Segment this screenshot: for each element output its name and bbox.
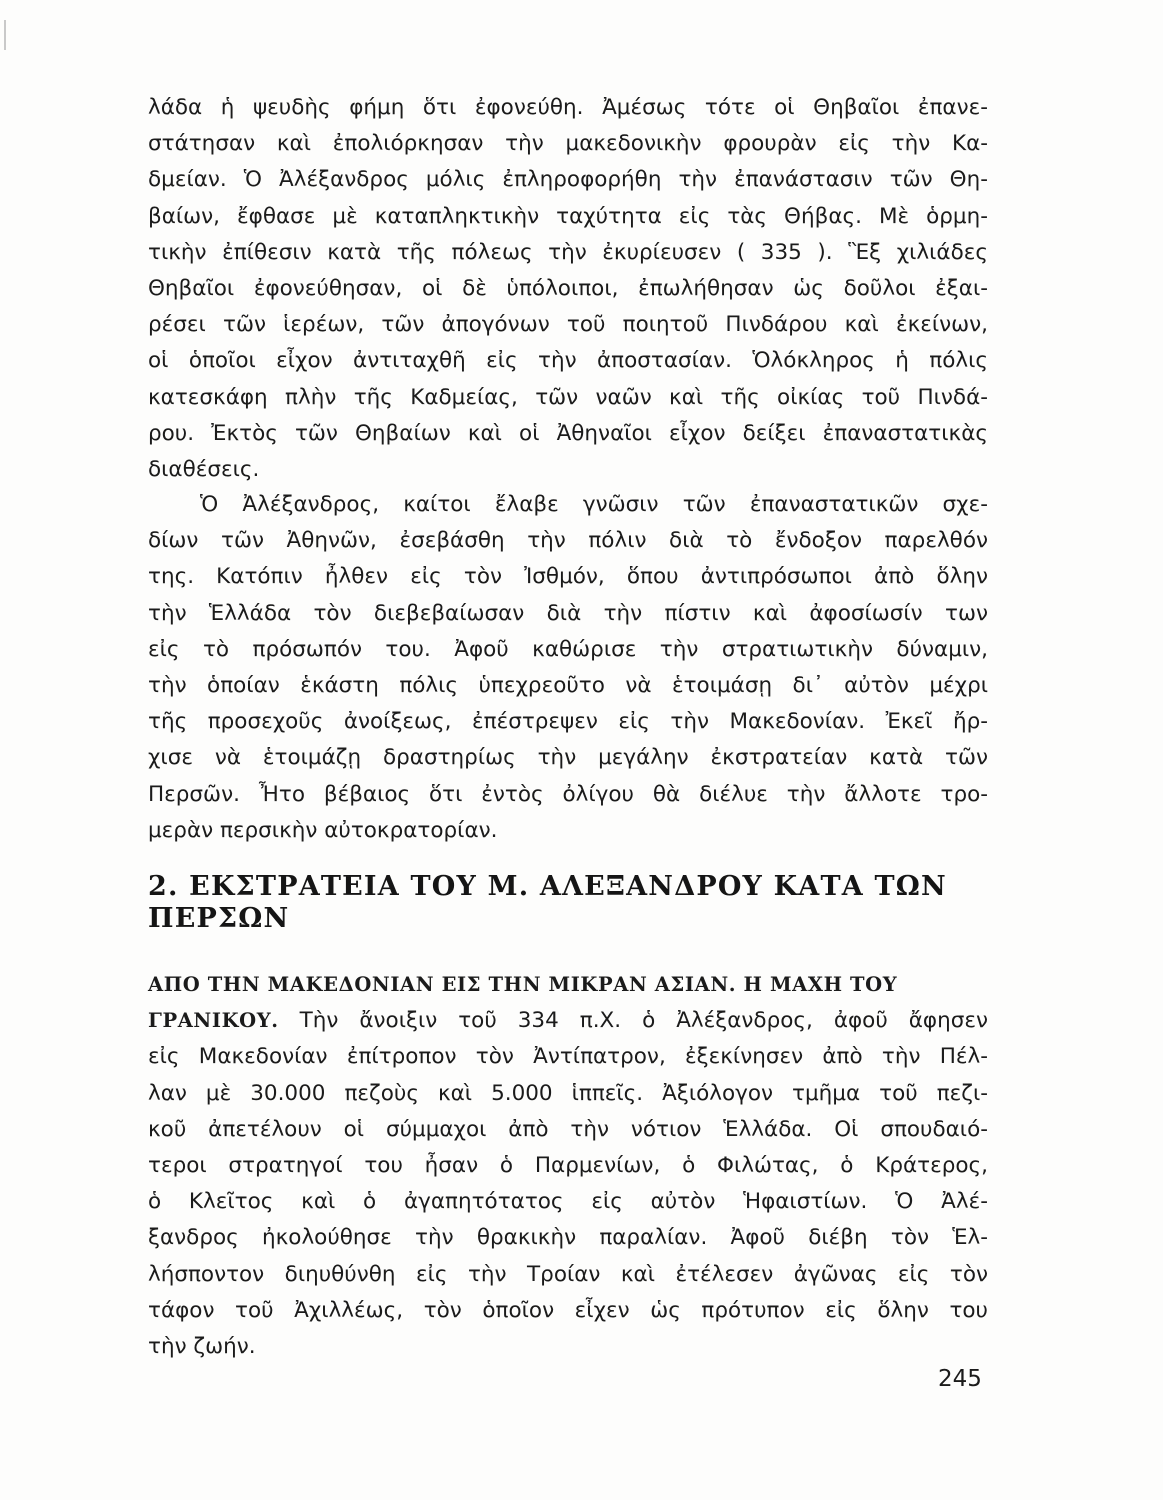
paragraph-line: οἱ ὁποῖοι εἶχον ἀντιταχθῆ εἰς τὴν ἀποστασίαν. Ὁλόκληρος ἡ πόλις xyxy=(148,348,988,374)
paragraph-line: ὁ Κλεῖτος καὶ ὁ ἀγαπητότατος εἰς αὐτὸν Ἡφαιστίων. Ὁ Ἀλέ- xyxy=(148,1189,988,1215)
paragraph-line: τὴν ὁποίαν ἑκάστη πόλις ὑπεχρεοῦτο νὰ ἑτοιμάσῃ δι᾽ αὐτὸν μέχρι xyxy=(148,673,988,698)
paragraph-line: τῆς προσεχοῦς ἀνοίξεως, ἐπέστρεψεν εἰς τὴν Μακεδονίαν. Ἐκεῖ ἤρ- xyxy=(148,709,988,735)
paragraph-line: διαθέσεις. xyxy=(148,457,260,482)
paragraph-line: κοῦ ἀπετέλουν οἱ σύμμαχοι ἀπὸ τὴν νότιον Ἑλλάδα. Οἱ σπουδαιό- xyxy=(148,1116,988,1142)
paragraph-line: κατεσκάφη πλὴν τῆς Καδμείας, τῶν ναῶν καὶ τῆς οἰκίας τοῦ Πινδά- xyxy=(148,384,988,410)
subheading-granicus: ΓΡΑΝΙΚΟΥ. xyxy=(148,1009,279,1032)
paragraph-line: Ὁ Ἀλέξανδρος, καίτοι ἔλαβε γνῶσιν τῶν ἐπαναστατικῶν σχε- xyxy=(200,492,988,517)
paragraph-line: λάδα ἡ ψευδὴς φήμη ὅτι ἐφονεύθη. Ἀμέσως τότε οἱ Θηβαῖοι ἐπανε- xyxy=(148,95,988,120)
section-heading-line2: ΠΕΡΣΩΝ xyxy=(148,903,290,934)
paragraph-line: Περσῶν. Ἦτο βέβαιος ὅτι ἐντὸς ὀλίγου θὰ διέλυε τὴν ἄλλοτε τρο- xyxy=(148,781,988,807)
section-heading-line1: 2. ΕΚΣΤΡΑΤΕΙΑ ΤΟΥ Μ. ΑΛΕΞΑΝΔΡΟΥ ΚΑΤΑ ΤΩΝ xyxy=(148,871,947,902)
paragraph-line: ξανδρος ἠκολούθησε τὴν θρακικὴν παραλίαν. Ἀφοῦ διέβη τὸν Ἑλ- xyxy=(148,1225,988,1251)
paragraph-line: εἰς τὸ πρόσωπόν του. Ἀφοῦ καθώρισε τὴν στρατιωτικὴν δύναμιν, xyxy=(148,636,988,662)
scan-edge-mark xyxy=(4,20,6,50)
paragraph-line: στάτησαν καὶ ἐπολιόρκησαν τὴν μακεδονικὴν φρουρὰν εἰς τὴν Κα- xyxy=(148,131,988,157)
paragraph-line: εἰς Μακεδονίαν ἐπίτροπον τὸν Ἀντίπατρον, ἐξεκίνησεν ἀπὸ τὴν Πέλ- xyxy=(148,1044,988,1070)
paragraph-line: ρου. Ἐκτὸς τῶν Θηβαίων καὶ οἱ Ἀθηναῖοι εἶχον δείξει ἐπαναστατικὰς xyxy=(148,420,988,446)
subheading-line xyxy=(148,967,988,1003)
paragraph-line: λαν μὲ 30.000 πεζοὺς καὶ 5.000 ἱππεῖς. Ἀξιόλογον τμῆμα τοῦ πεζι- xyxy=(148,1080,988,1106)
paragraph-text: Τὴν ἄνοιξιν τοῦ 334 π.Χ. ὁ Ἀλέξανδρος, ἀφοῦ ἄφησεν xyxy=(299,1008,988,1033)
paragraph-line: δίων τῶν Ἀθηνῶν, ἐσεβάσθη τὴν πόλιν διὰ τὸ ἔνδοξον παρελθόν xyxy=(148,528,988,554)
paragraph-line: τὴν ζωήν. xyxy=(148,1334,256,1359)
paragraph-line: Θηβαῖοι ἐφονεύθησαν, οἱ δὲ ὑπόλοιποι, ἐπωλήθησαν ὡς δοῦλοι ἐξαι- xyxy=(148,276,988,301)
paragraph-line: λήσποντον διηυθύνθη εἰς τὴν Τροίαν καὶ ἐτέλεσεν ἀγῶνας εἰς τὸν xyxy=(148,1261,988,1287)
subheading-macedonia-to-asia: ΑΠΟ ΤΗΝ ΜΑΚΕΔΟΝΙΑΝ ΕΙΣ ΤΗΝ ΜΙΚΡΑΝ ΑΣΙΑΝ. Η ΜΑΧΗ ΤΟΥ xyxy=(148,973,898,996)
paragraph-line: τὴν Ἑλλάδα τὸν διεβεβαίωσαν διὰ τὴν πίστιν καὶ ἀφοσίωσίν των xyxy=(148,600,988,626)
paragraph-line: μερὰν περσικὴν αὐτοκρατορίαν. xyxy=(148,817,498,843)
paragraph-line: ρέσει τῶν ἱερέων, τῶν ἀπογόνων τοῦ ποιητοῦ Πινδάρου καὶ ἐκείνων, xyxy=(148,312,988,338)
paragraph-line: χισε νὰ ἑτοιμάζῃ δραστηρίως τὴν μεγάλην ἐκστρατείαν κατὰ τῶν xyxy=(148,745,988,771)
paragraph-line: τάφον τοῦ Ἀχιλλέως, τὸν ὁποῖον εἶχεν ὡς πρότυπον εἰς ὅλην του xyxy=(148,1297,988,1323)
page-number: 245 xyxy=(938,1366,982,1392)
paragraph-line: τεροι στρατηγοί του ἦσαν ὁ Παρμενίων, ὁ Φιλώτας, ὁ Κράτερος, xyxy=(148,1153,988,1178)
paragraph-line: της. Κατόπιν ἦλθεν εἰς τὸν Ἰσθμόν, ὅπου ἀντιπρόσωποι ἀπὸ ὅλην xyxy=(148,564,988,590)
paragraph-line: τικὴν ἐπίθεσιν κατὰ τῆς πόλεως τὴν ἐκυρίευσεν ( 335 ). Ἓξ χιλιάδες xyxy=(148,239,988,265)
paragraph-line: βαίων, ἔφθασε μὲ καταπληκτικὴν ταχύτητα εἰς τὰς Θήβας. Μὲ ὁρμη- xyxy=(148,203,988,229)
paragraph-line xyxy=(148,1003,988,1039)
paragraph-line: δμείαν. Ὁ Ἀλέξανδρος μόλις ἐπληροφορήθη τὴν ἐπανάστασιν τῶν Θη- xyxy=(148,167,988,193)
